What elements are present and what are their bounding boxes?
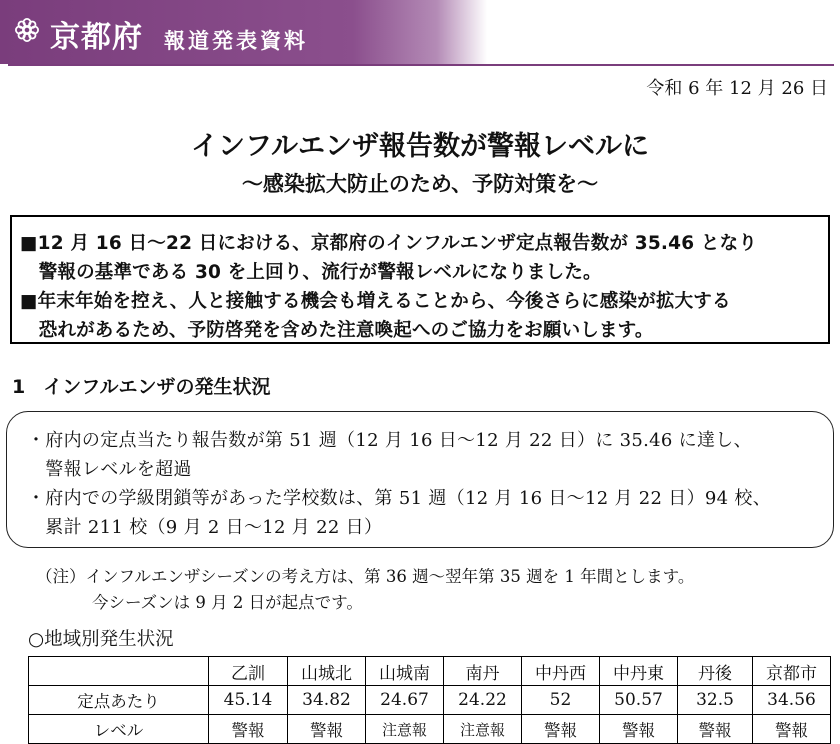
- table-cell: 警報: [678, 715, 753, 744]
- column-header: 丹後: [678, 657, 753, 686]
- table-cell: 注意報: [444, 715, 522, 744]
- table-cell: 24.22: [444, 686, 522, 715]
- brand-name: 京都府: [50, 20, 143, 55]
- row-label: レベル: [29, 715, 209, 744]
- note-line: （注）インフルエンザシーズンの考え方は、第 36 週〜翌年第 35 週を 1 年間とします。: [36, 567, 695, 586]
- table-cell: 50.57: [600, 686, 678, 715]
- status-line: 累計 211 校（9 月 2 日〜12 月 22 日）: [27, 517, 383, 538]
- status-box: [6, 411, 834, 548]
- page-title: インフルエンザ報告数が警報レベルに: [191, 131, 649, 162]
- summary-box: [10, 215, 830, 344]
- press-release-label: 報道発表資料: [164, 29, 308, 53]
- summary-line: ■年末年始を控え、人と接触する機会も増えることから、今後さらに感染が拡大する: [20, 291, 731, 312]
- kyoto-crest-icon: [14, 17, 40, 43]
- note-line: 今シーズンは 9 月 2 日が起点です。: [92, 593, 363, 612]
- table-cell: 45.14: [209, 686, 288, 715]
- regional-heading: ○地域別発生状況: [28, 629, 174, 650]
- table-cell: 24.67: [366, 686, 444, 715]
- summary-line: 警報の基準である 30 を上回り、流行が警報レベルになりました。: [20, 262, 602, 283]
- page-subtitle: 〜感染拡大防止のため、予防対策を〜: [241, 172, 599, 196]
- table-cell: 警報: [753, 715, 831, 744]
- status-line: 警報レベルを超過: [27, 459, 192, 480]
- regional-table: [28, 656, 831, 744]
- column-header: 中丹東: [600, 657, 678, 686]
- status-line: ・府内での学級閉鎖等があった学校数は、第 51 週（12 月 16 日〜12 月 22 日）94 校、: [27, 488, 772, 509]
- section-heading: [12, 372, 270, 399]
- summary-line: 恐れがあるため、予防啓発を含めた注意喚起へのご協力をお願いします。: [20, 320, 654, 341]
- column-header: 山城南: [366, 657, 444, 686]
- column-header: 京都市: [753, 657, 831, 686]
- table-cell: 34.82: [288, 686, 366, 715]
- row-label: 定点あたり: [29, 686, 209, 715]
- table-cell: 52: [522, 686, 600, 715]
- section-title: インフルエンザの発生状況: [43, 376, 271, 398]
- table-corner-cell: [29, 657, 209, 686]
- column-header: 中丹西: [522, 657, 600, 686]
- table-header-row: [29, 657, 831, 686]
- table-cell: 注意報: [366, 715, 444, 744]
- table-cell: 警報: [600, 715, 678, 744]
- status-line: ・府内の定点当たり報告数が第 51 週（12 月 16 日〜12 月 22 日）に 35.46 に達し、: [27, 430, 752, 451]
- summary-line: ■12 月 16 日〜22 日における、京都府のインフルエンザ定点報告数が 35.46 となり: [20, 233, 758, 254]
- release-date: 令和 6 年 12 月 26 日: [646, 78, 828, 99]
- section-number: 1: [12, 376, 26, 398]
- table-cell: 警報: [209, 715, 288, 744]
- table-row: [29, 686, 831, 715]
- header-divider: [8, 64, 834, 66]
- table-cell: 34.56: [753, 686, 831, 715]
- column-header: 南丹: [444, 657, 522, 686]
- table-cell: 警報: [522, 715, 600, 744]
- table-cell: 警報: [288, 715, 366, 744]
- table-row: [29, 715, 831, 744]
- column-header: 山城北: [288, 657, 366, 686]
- table-cell: 32.5: [678, 686, 753, 715]
- column-header: 乙訓: [209, 657, 288, 686]
